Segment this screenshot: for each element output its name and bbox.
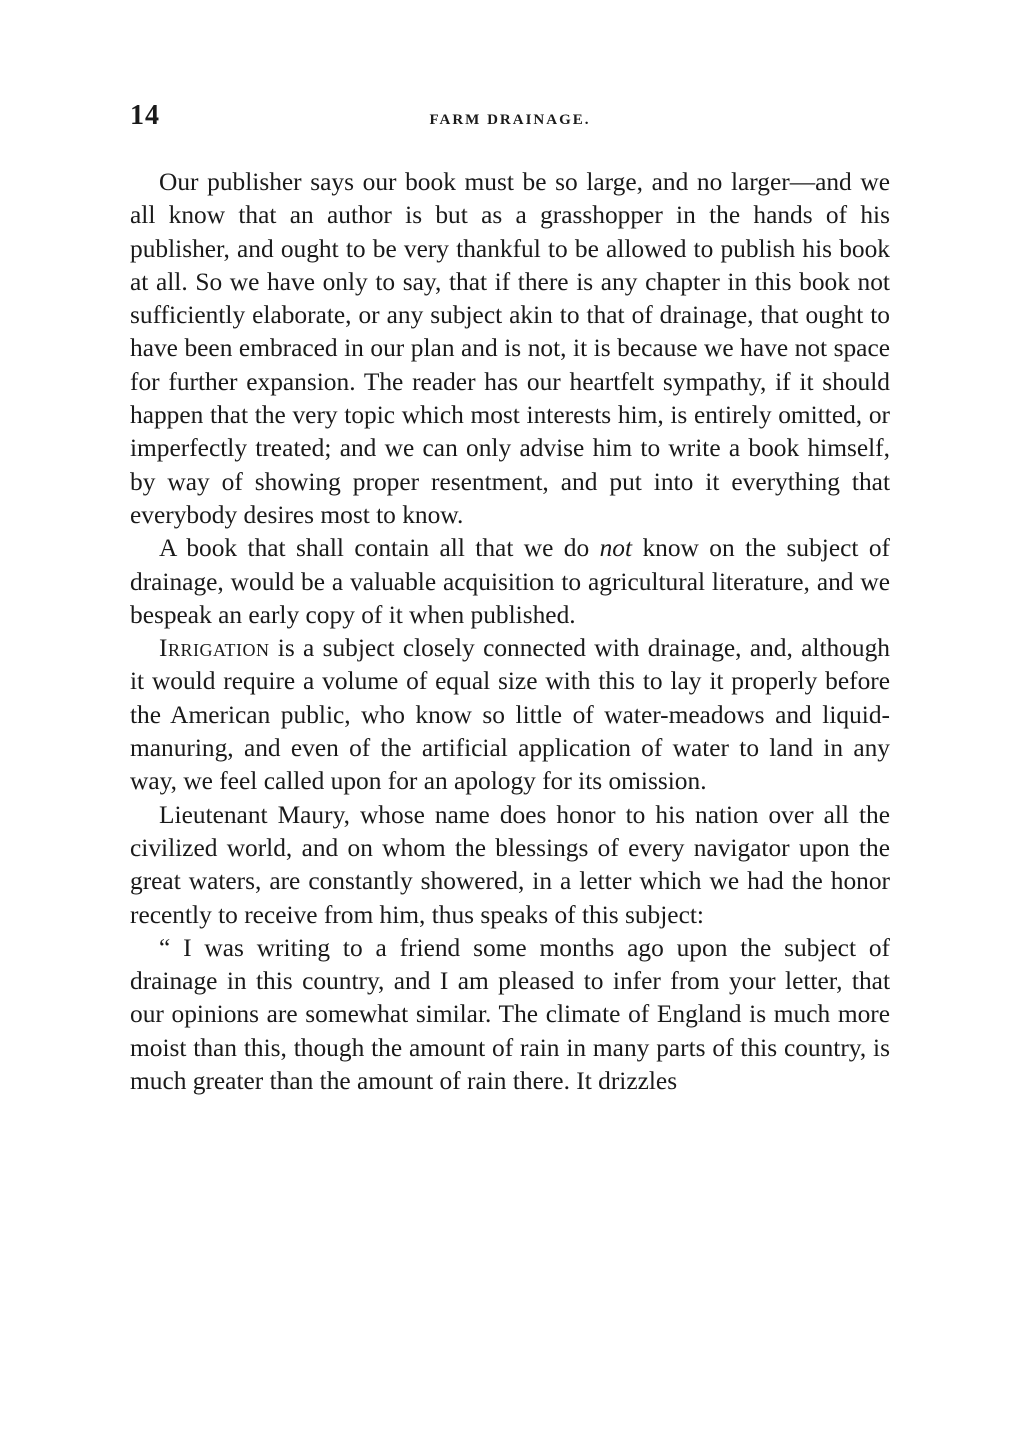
paragraph-irrigation-rest: is a subject closely connected with drainage, and, although it would require a volume of equal size with this to lay it properly before the American public, who know so little of water-meadows and liquid-manuring, and even of the artificial application of water to land in any way, we feel called upon for an apology for its omission. — [130, 634, 890, 796]
paragraph-publisher: Our publisher says our book must be so large, and no larger—and we all know that an author is but as a grasshopper in the hands of his publisher, and ought to be very thankful to be allowed to publish his book at all. So we have only to say, that if there is any chapter in this book not sufficiently elaborate, or any subject akin to that of drainage, that ought to have been embraced in our plan and is not, it is because we have not space for further expansion. The reader has our heartfelt sympathy, if it should happen that the very topic which most interests him, is entirely omitted, or imperfectly treated; and we can only advise him to write a book himself, by way of showing proper resentment, and put into it everything that everybody desires most to know. — [130, 168, 890, 529]
paragraph-book-wish-start: A book that shall contain all that we do — [159, 534, 600, 563]
running-title: FARM DRAINAGE. — [429, 112, 591, 128]
irrigation-lead-word: Irrigation — [159, 634, 270, 663]
page-header — [130, 100, 890, 140]
emphasis-not: not — [599, 534, 633, 563]
paragraph-maury: Lieutenant Maury, whose name does honor to his nation over all the civilized world, and on whom the blessings of every navigator upon the great waters, are constantly showered, in a letter which we had the honor recently to receive from him, thus speaks of this subject: — [130, 800, 890, 929]
paragraph-book-wish-end: know on the subject of drainage, would be a valuable acquisition to agricultural literature, and we bespeak an early copy of it when published. — [130, 534, 891, 629]
paragraph-irrigation — [130, 632, 890, 798]
body-text — [130, 166, 890, 1098]
paragraph-quotation: “ I was writing to a friend some months ago upon the subject of drainage in this country, and I am pleased to infer from your letter, that our opinions are somewhat similar. The climate of England is much more moist than this, though the amount of rain in many parts of this country, is much greater than the amount of rain there. It drizzles — [130, 933, 890, 1096]
page-number: 14 — [130, 100, 160, 131]
paragraph-book-wish — [130, 532, 890, 632]
